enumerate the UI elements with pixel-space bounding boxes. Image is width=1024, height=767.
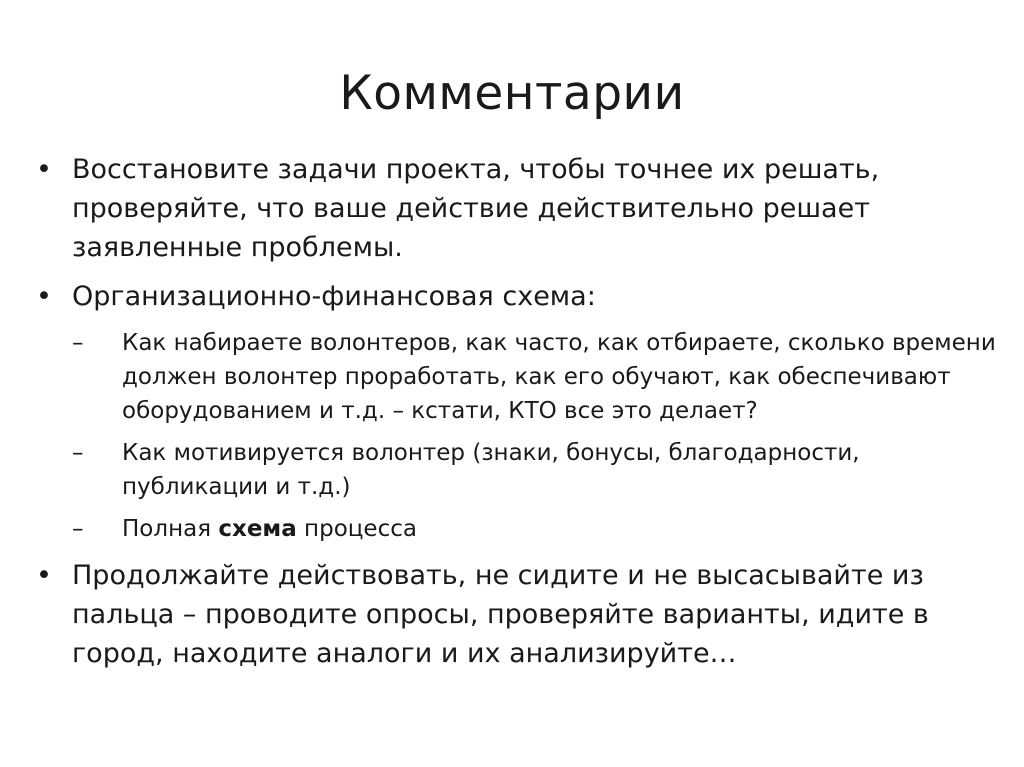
sub-bullet-marker: – — [72, 330, 84, 356]
sub-bullet-text-before: Полная — [122, 516, 219, 542]
sub-bullet-text-after: процесса — [296, 516, 417, 542]
sub-bullet-item — [72, 436, 996, 504]
sub-bullet-item — [72, 326, 996, 428]
sub-bullet-text: Как набираете волонтеров, как часто, как отбираете, сколько времени должен волонтер проработать, как его обучают, как обеспечивают оборудованием и т.д. – кстати, КТО все это делает? — [122, 330, 996, 424]
sub-bullet-marker: – — [72, 516, 84, 542]
sub-bullet-text-bold: схема — [218, 516, 297, 542]
bullet-text: Организационно-финансовая схема: — [72, 281, 596, 312]
slide-title: Комментарии — [339, 66, 685, 121]
bullet-marker: • — [36, 281, 52, 312]
bullet-text: Восстановите задачи проекта, чтобы точнее их решать, проверяйте, что ваше действие действительно решает заявленные проблемы. — [72, 154, 880, 263]
bullet-item — [36, 150, 996, 267]
bullet-item — [36, 277, 996, 316]
sub-bullet-marker: – — [72, 440, 84, 466]
bullet-item — [36, 556, 996, 673]
bullet-list — [36, 150, 996, 683]
sub-bullet-text — [122, 516, 417, 542]
sub-bullet-text: Как мотивируется волонтер (знаки, бонусы, благодарности, публикации и т.д.) — [122, 440, 860, 500]
bullet-marker: • — [36, 154, 52, 185]
sub-bullet-item — [72, 512, 996, 546]
sub-bullet-list — [72, 326, 996, 546]
bullet-text: Продолжайте действовать, не сидите и не высасывайте из пальца – проводите опросы, проверяйте варианты, идите в город, находите аналоги и их анализируйте… — [72, 560, 929, 669]
bullet-marker: • — [36, 560, 52, 591]
